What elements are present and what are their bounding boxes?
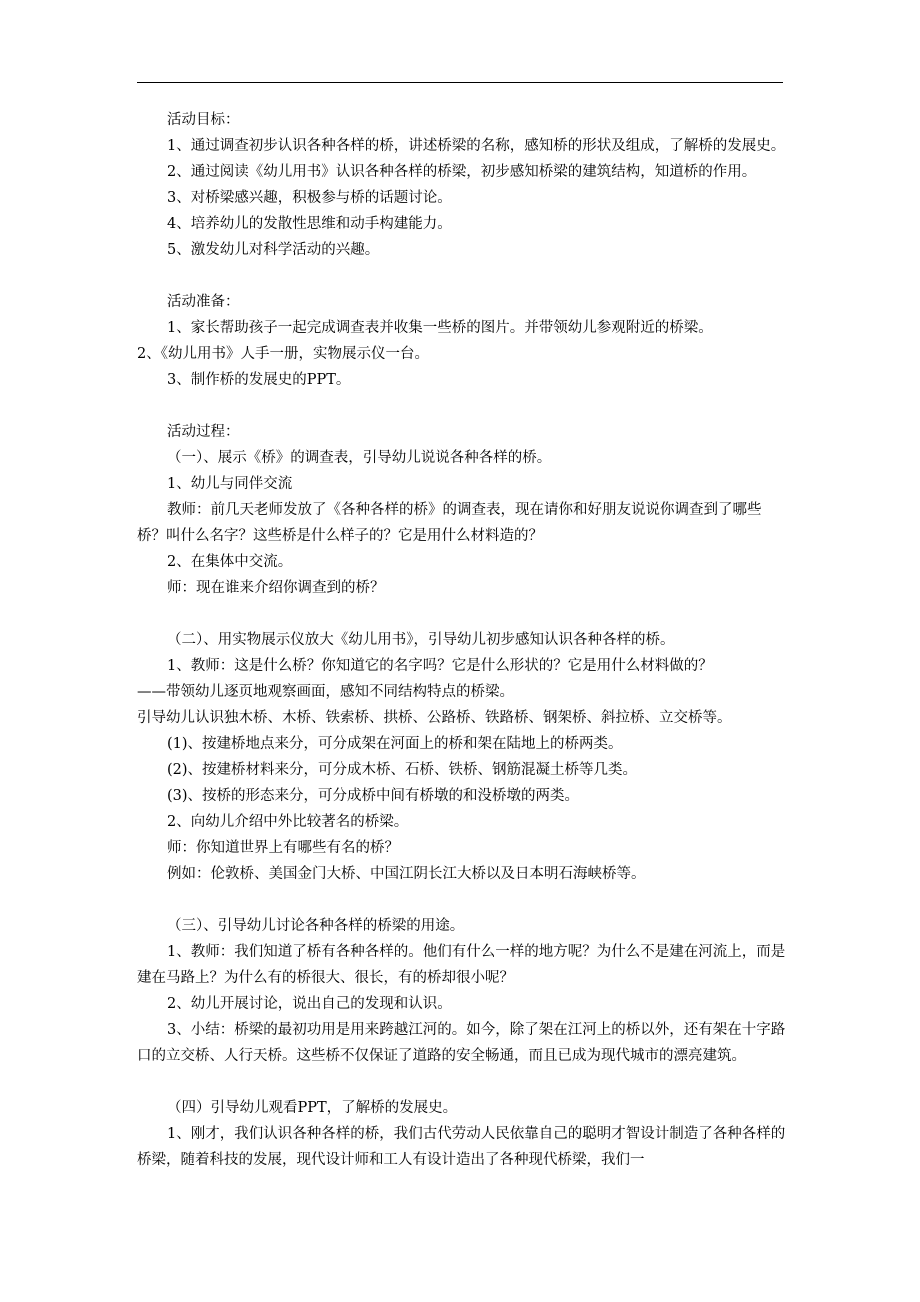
section-4-title: （四）引导幼儿观看PPT，了解桥的发展史。 [167,1100,458,1116]
process-heading: 活动过程： [167,424,240,440]
section-2-line: 例如：伦敦桥、美国金门大桥、中国江阴长江大桥以及日本明石海峡桥等。 [167,866,646,882]
header-rule [137,82,783,83]
section-2-line: 2、向幼儿介绍中外比较著名的桥梁。 [167,814,409,830]
goal-item-3: 3、对桥梁感兴趣，积极参与桥的话题讨论。 [167,190,452,206]
section-2-line: 1、教师：这是什么桥？你知道它的名字吗？它是什么形状的？它是用什么材料做的？ [167,658,713,674]
section-2-line: (1)、按建桥地点来分，可分成架在河面上的桥和架在陆地上的桥两类。 [167,736,623,752]
spacer [137,263,787,289]
section-4-line: 1、刚才，我们认识各种各样的桥，我们古代劳动人民依靠自己的聪明才智设计制造了各种各样的桥梁，随着科技的发展，现代设计师和工人有设计造出了各种现代桥梁，我们一 [137,1126,786,1168]
section-3-line: 2、幼儿开展讨论，说出自己的发现和认识。 [167,996,452,1012]
prep-item-1: 1、家长帮助孩子一起完成调查表并收集一些桥的图片。并带领幼儿参观附近的桥梁。 [167,320,713,336]
section-1-title: （一）、展示《桥》的调查表，引导幼儿说说各种各样的桥。 [167,450,552,466]
section-1-line: 师：现在谁来介绍你调查到的桥？ [167,580,385,596]
spacer [137,1069,787,1095]
section-1-line: 2、在集体中交流。 [167,554,293,570]
document-body [137,107,787,1173]
spacer [137,393,787,419]
prep-heading: 活动准备： [167,294,240,310]
section-2-line: (2)、按建桥材料来分，可分成木桥、石桥、铁桥、钢筋混凝土桥等几类。 [167,762,638,778]
spacer [137,601,787,627]
section-2-line: 引导幼儿认识独木桥、木桥、铁索桥、拱桥、公路桥、铁路桥、钢架桥、斜拉桥、立交桥等。 [137,710,732,726]
section-2-line: ——带领幼儿逐页地观察画面，感知不同结构特点的桥梁。 [137,684,514,700]
section-2-title: （二）、用实物展示仪放大《幼儿用书》，引导幼儿初步感知认识各种各样的桥。 [167,632,675,648]
section-3-line: 1、教师：我们知道了桥有各种各样的。他们有什么一样的地方呢？为什么不是建在河流上，而是建在马路上？为什么有的桥很大、很长，有的桥却很小呢？ [137,944,786,986]
section-1-line: 1、幼儿与同伴交流 [167,476,293,492]
section-2-line: (3)、按桥的形态来分，可分成桥中间有桥墩的和没桥墩的两类。 [167,788,580,804]
prep-item-2: 2、《幼儿用书》人手一册，实物展示仪一台。 [137,346,429,362]
goals-heading: 活动目标： [167,112,240,128]
section-2-line: 师：你知道世界上有哪些有名的桥？ [167,840,399,856]
goal-item-4: 4、培养幼儿的发散性思维和动手构建能力。 [167,216,452,232]
section-3-title: （三）、引导幼儿讨论各种各样的桥梁的用途。 [167,918,465,934]
section-1-line: 教师：前几天老师发放了《各种各样的桥》的调查表，现在请你和好朋友说说你调查到了哪些桥？叫什么名字？这些桥是什么样子的？它是用什么材料造的？ [137,502,762,544]
prep-item-3: 3、制作桥的发展史的PPT。 [167,372,351,388]
section-3-line: 3、小结：桥梁的最初功用是用来跨越江河的。如今，除了架在江河上的桥以外，还有架在十字路口的立交桥、人行天桥。这些桥不仅保证了道路的安全畅通，而且已成为现代城市的漂亮建筑。 [137,1022,786,1064]
spacer [137,887,787,913]
goal-item-2: 2、通过阅读《幼儿用书》认识各种各样的桥梁，初步感知桥梁的建筑结构，知道桥的作用。 [167,164,757,180]
goal-item-5: 5、激发幼儿对科学活动的兴趣。 [167,242,380,258]
goal-item-1: 1、通过调查初步认识各种各样的桥，讲述桥梁的名称，感知桥的形状及组成，了解桥的发展史。 [167,138,786,154]
